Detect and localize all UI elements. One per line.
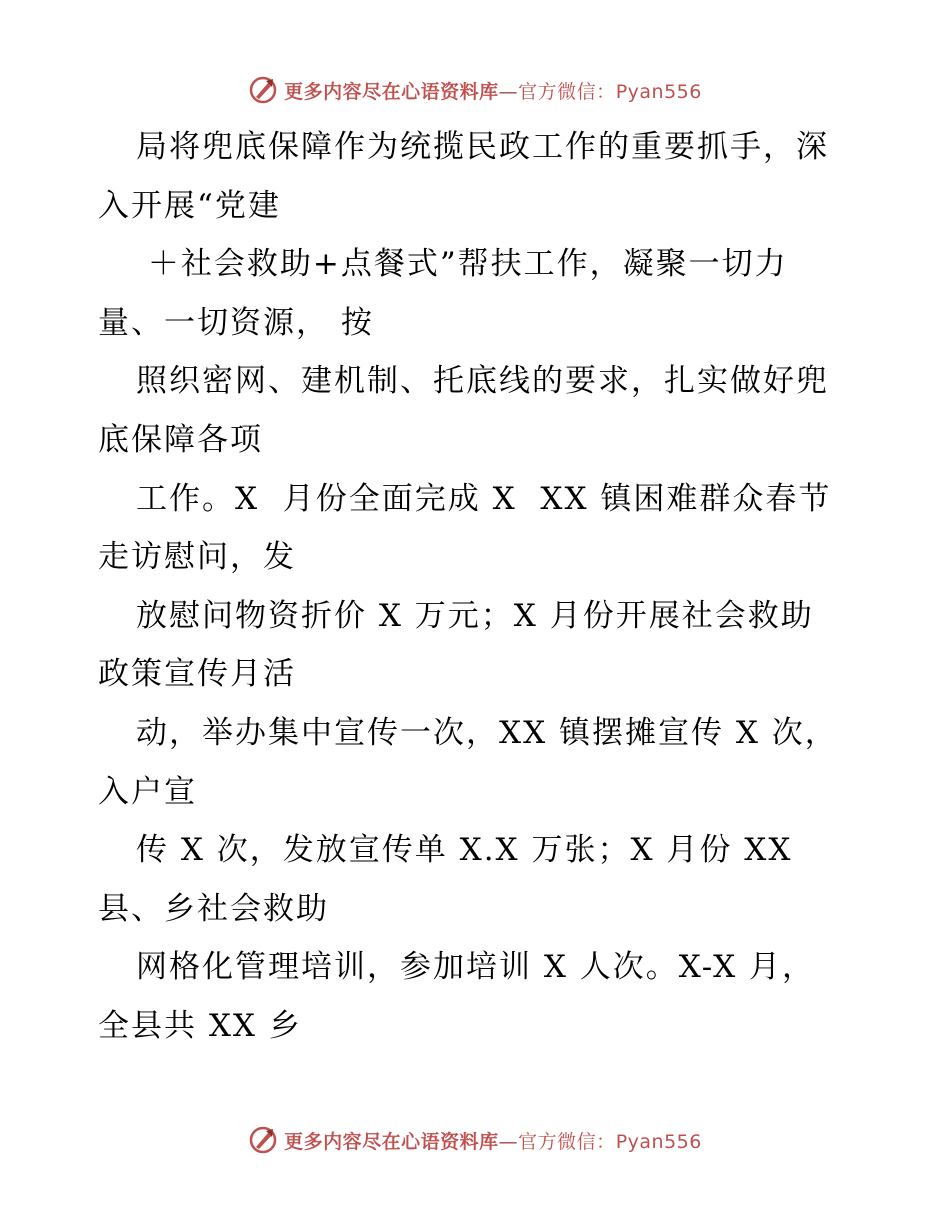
footer-banner (0, 1120, 950, 1160)
header-banner-official: 官方微信： (518, 80, 616, 103)
text-line: 量、一切资源， 按 (98, 304, 374, 341)
text-line: 入户宣 (98, 773, 197, 810)
footer-banner-official: 官方微信： (518, 1130, 616, 1153)
footer-banner-main: 更多内容尽在心语资料库 (284, 1130, 499, 1153)
text-line: 入开展“党建 (98, 187, 281, 224)
text-line: 底保障各项 (98, 421, 263, 458)
text-line: 县、乡社会救助 (98, 890, 329, 927)
text-line: 传 X 次，发放宣传单 X.X 万张；X 月份 XX (136, 832, 793, 869)
header-banner (0, 70, 950, 110)
text-line: 工作。X 月份全面完成 X XX 镇困难群众春节 (136, 480, 832, 517)
text-line: 政策宣传月活 (98, 656, 296, 693)
footer-banner-wechat-id: Pyan556 (615, 1130, 702, 1153)
text-line: 动，举办集中宣传一次，XX 镇摆摊宣传 X 次， (136, 714, 838, 751)
footer-banner-text (284, 1127, 702, 1154)
document-body (98, 118, 888, 1056)
text-line: 网格化管理培训，参加培训 X 人次。X-X 月， (136, 949, 816, 986)
footer-banner-content (248, 1125, 702, 1155)
header-banner-content (248, 75, 702, 105)
header-banner-wechat-id: Pyan556 (615, 80, 702, 103)
quill-pen-logo-icon (248, 1125, 278, 1155)
footer-banner-separator: — (498, 1130, 519, 1153)
text-line: ＋社会救助+点餐式”帮扶工作，凝聚一切力 (136, 246, 788, 283)
header-banner-separator: — (498, 80, 519, 103)
text-line: 放慰问物资折价 X 万元；X 月份开展社会救助 (136, 597, 814, 634)
quill-pen-logo-icon (248, 75, 278, 105)
header-banner-text (284, 77, 702, 104)
text-line: 全县共 XX 乡 (98, 1007, 302, 1044)
header-banner-main: 更多内容尽在心语资料库 (284, 80, 499, 103)
text-line: 照织密网、建机制、托底线的要求，扎实做好兜 (136, 363, 829, 400)
text-line: 走访慰问，发 (98, 539, 296, 576)
text-line: 局将兜底保障作为统揽民政工作的重要抓手，深 (136, 129, 829, 165)
